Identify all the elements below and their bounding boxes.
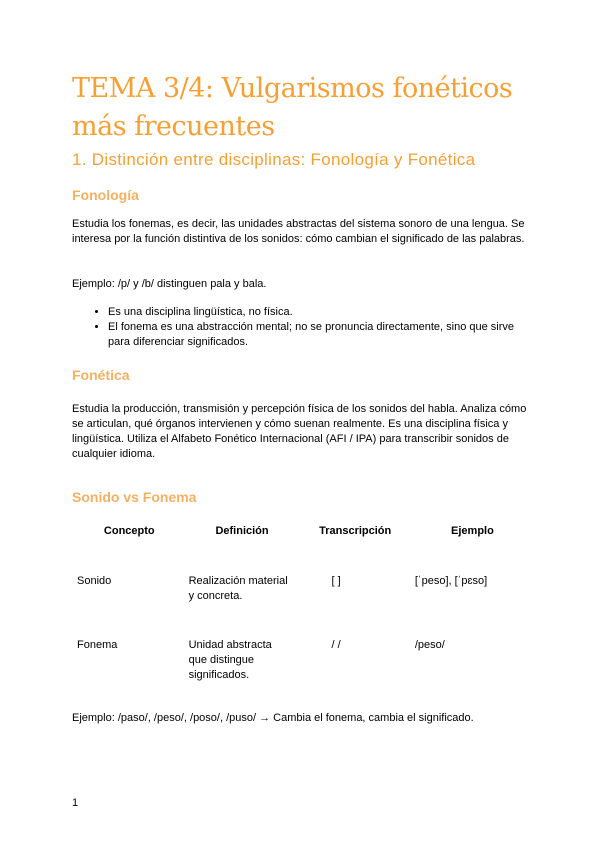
header-concepto: Concepto [103, 525, 155, 537]
fonologia-paragraph: Estudia los fonemas, es decir, las unidades abstractas del sistema sonoro de una lengua. Se interesa por la función distintiva de los sonidos: cómo cambian el significado de las palabras. [72, 218, 525, 245]
list-item: • Es una disciplina lingüística, no física. [108, 305, 532, 320]
page-number: 1 [72, 797, 79, 809]
cell-definicion: Realización material y concreta. [188, 575, 288, 602]
cell-ejemplo: /peso/ [414, 639, 445, 651]
page-title: TEMA 3/4: Vulgarismos fonéticos más frecuentes [72, 73, 513, 142]
cell-transcripcion: / / [331, 639, 341, 651]
table-row [72, 573, 532, 637]
comparison-table [72, 523, 532, 701]
section-heading: 1. Distinción entre disciplinas: Fonología y Fonética [72, 150, 476, 169]
table-header-row [72, 523, 532, 573]
cell-ejemplo: [ˈpeso], [ˈpɛso] [414, 575, 488, 587]
header-ejemplo: Ejemplo [451, 525, 494, 537]
fonologia-example: Ejemplo: /p/ y /b/ distinguen pala y bala. [72, 278, 267, 290]
fonetica-heading: Fonética [72, 367, 130, 383]
cell-concepto: Sonido [77, 575, 112, 587]
cell-definicion: Unidad abstracta que distingue significados. [188, 639, 272, 681]
header-definicion: Definición [215, 525, 269, 537]
cell-transcripcion: [ ] [331, 575, 341, 587]
header-transcripcion: Transcripción [319, 525, 392, 537]
table-row [72, 637, 532, 701]
list-item: • El fonema es una abstracción mental; no se pronuncia directamente, sino que sirve para diferenciar significados. [108, 320, 532, 350]
comparison-heading: Sonido vs Fonema [72, 489, 197, 505]
fonetica-paragraph: Estudia la producción, transmisión y percepción física de los sonidos del habla. Analiza cómo se articulan, qué órganos intervienen y cómo suenan realmente. Es una disciplina física y lingüística. Utiliza el Alfabeto Fonético Internacional (AFI / IPA) para transcribir sonidos de cualquier idioma. [72, 403, 527, 460]
fonologia-heading: Fonología [72, 187, 139, 203]
comparison-example: Ejemplo: /paso/, /peso/, /poso/, /puso/ → Cambia el fonema, cambia el significado. [72, 712, 474, 724]
fonologia-bullets [72, 305, 532, 350]
cell-concepto: Fonema [77, 639, 118, 651]
